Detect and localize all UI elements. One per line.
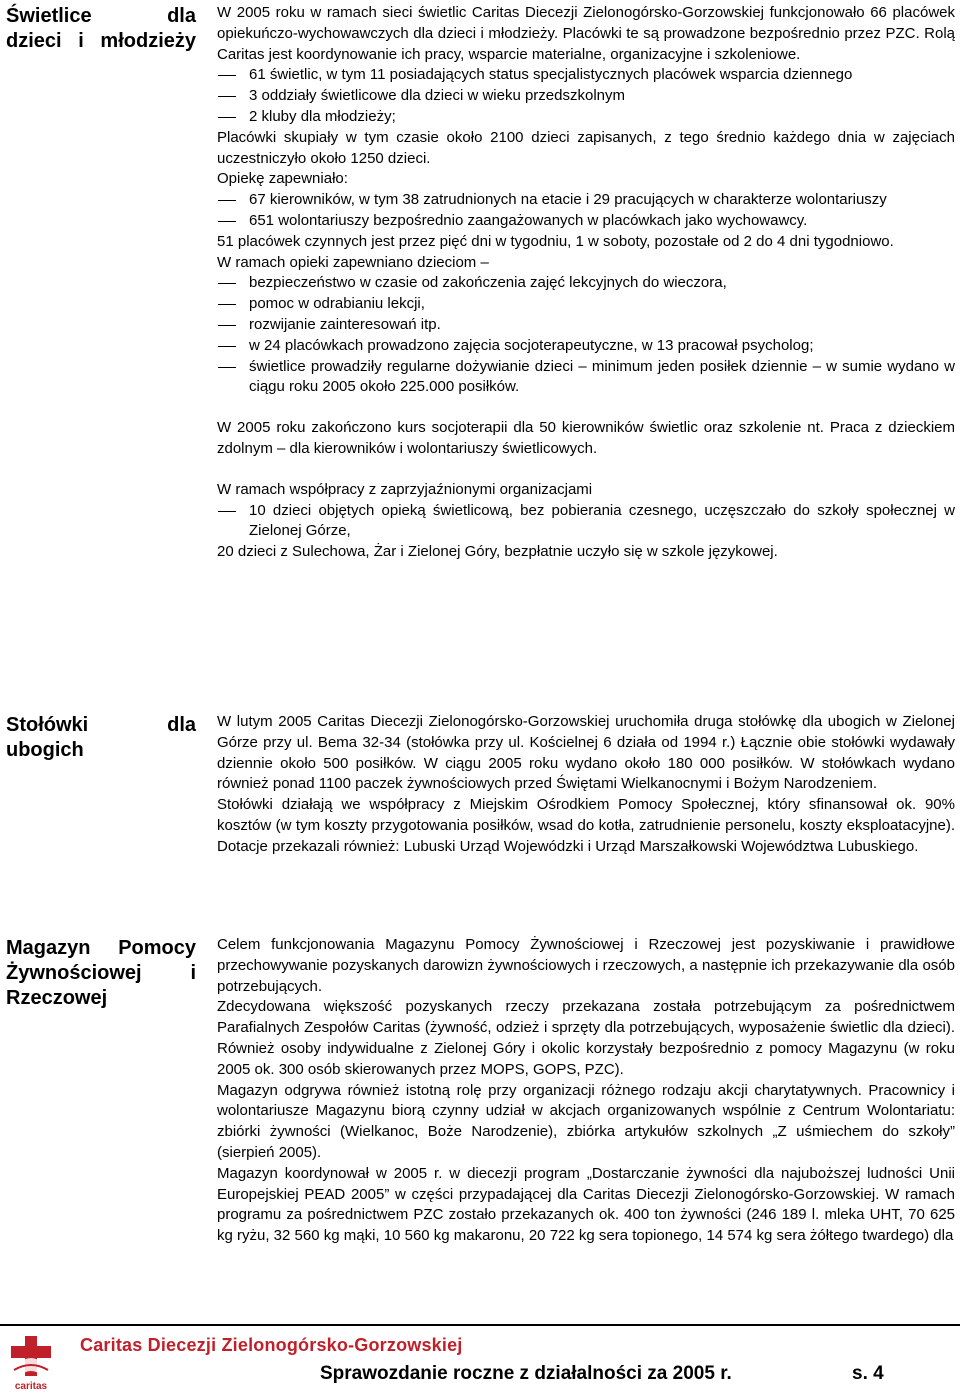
list-item: 3 oddziały świetlicowe dla dzieci w wieku przedszkolnym xyxy=(217,86,955,107)
title-line: ubogich xyxy=(6,739,84,761)
section-body xyxy=(217,712,955,858)
list-item: pomoc w odrabianiu lekcji, xyxy=(217,294,955,315)
paragraph: Stołówki działają we współpracy z Miejskim Ośrodkiem Pomocy Społecznej, który sfinansował ok. 90% kosztów (w tym koszty przygotowania posiłków, wsad do kotła, zatrudnienie personelu, koszty eksploatacyjne). Dotacje przekazali również: Lubuski Urząd Wojewódzki i Urząd Marszałkowski Województwa Lubuskiego. xyxy=(217,796,955,855)
section-title xyxy=(6,936,196,1011)
title-line: Magazyn Pomocy xyxy=(6,937,196,959)
title-line: Żywnościowej i xyxy=(6,962,196,984)
list-item: bezpieczeństwo w czasie od zakończenia zajęć lekcyjnych do wieczora, xyxy=(217,273,955,294)
paragraph: W 2005 roku zakończono kurs socjoterapii dla 50 kierowników świetlic oraz szkolenie nt. Praca z dzieckiem zdolnym – dla kierowników i wolontariuszy świetlicowych. xyxy=(217,419,955,457)
section-body xyxy=(217,935,955,1247)
paragraph: W ramach opieki zapewniano dzieciom – xyxy=(217,253,489,271)
paragraph: Placówki skupiały w tym czasie około 2100 dzieci zapisanych, z tego średnio każdego dnia w zajęciach uczestniczyło około 1250 dzieci. xyxy=(217,128,955,167)
title-line: dzieci i młodzieży xyxy=(6,30,196,52)
paragraph: Zdecydowana większość pozyskanych rzeczy przekazana została potrzebującym za pośrednictwem Parafialnych Zespołów Caritas (żywność, odzież i sprzęty dla potrzebujących, wyposażenie świetlic dla dzieci). Również osoby indywidualne z Zielonej Góry i okolic korzystały bezpośrednio z pomocy Magazynu (w roku 2005 ok. 300 osób skierowanych przez MOPS, GOPS, PZC). xyxy=(217,998,955,1078)
paragraph: Magazyn koordynował w 2005 r. w diecezji program „Dostarczanie żywności dla najuboższej ludności Unii Europejskiej PEAD 2005” w części przypadającej dla Caritas Diecezji Zielonogórsko-Gorzowskiej. W ramach programu za pośrednictwem PZC zostało przekazanych ok. 400 ton żywności (246 189 l. mleka UHT, 70 625 kg ryżu, 32 560 kg mąki, 10 560 kg makaronu, 20 722 kg sera topionego, 14 574 kg sera żółtego twardego) dla xyxy=(217,1164,955,1245)
list-item: rozwijanie zainteresowań itp. xyxy=(217,315,955,336)
title-line: Świetlice dla xyxy=(6,5,196,27)
caritas-logo xyxy=(6,1334,56,1392)
paragraph: W lutym 2005 Caritas Diecezji Zielonogórsko-Gorzowskiej uruchomiła druga stołówkę dla ubogich w Zielonej Górze przy ul. Bema 32-34 (stołówka przy ul. Kościelnej 6 działa od 1994 r.) Łącznie obie stołówki wydawały dziennie około 500 posiłków. W ciągu 2005 roku wydano około 180 000 posiłków. W stołówkach wydano również ponad 1100 paczek żywnościowych przed Świętami Wielkanocnymi i Bożym Narodzeniem. xyxy=(217,713,955,793)
section-body xyxy=(217,3,955,563)
list-item: 61 świetlic, w tym 11 posiadających status specjalistycznych placówek wsparcia dziennego xyxy=(217,65,955,86)
footer-organization: Caritas Diecezji Zielonogórsko-Gorzowskiej xyxy=(80,1335,463,1355)
footer-divider xyxy=(0,1324,960,1326)
title-line: Rzeczowej xyxy=(6,987,108,1009)
section-title xyxy=(6,4,196,54)
paragraph: W ramach współpracy z zaprzyjaźnionymi organizacjami xyxy=(217,480,593,498)
list-item: 651 wolontariuszy bezpośrednio zaangażowanych w placówkach jako wychowawcy. xyxy=(217,211,955,232)
paragraph: 51 placówek czynnych jest przez pięć dni w tygodniu, 1 w soboty, pozostałe od 2 do 4 dni tygodniowo. xyxy=(217,232,894,250)
list-item: 2 kluby dla młodzieży; xyxy=(217,107,955,128)
list-item: 67 kierowników, w tym 38 zatrudnionych na etacie i 29 pracujących w charakterze wolontariuszy xyxy=(217,190,955,211)
list-item: świetlice prowadziły regularne dożywianie dzieci – minimum jeden posiłek dziennie – w sumie wydano w ciągu roku 2005 około 225.000 posiłków. xyxy=(217,357,955,399)
page-number: s. 4 xyxy=(852,1363,884,1384)
list-item: w 24 placówkach prowadzono zajęcia socjoterapeutyczne, w 13 pracował psycholog; xyxy=(217,336,955,357)
paragraph: Celem funkcjonowania Magazynu Pomocy Żywnościowej i Rzeczowej jest pozyskiwanie i prawidłowe przechowywanie pozyskanych darowizn żywnościowych i rzeczowych, a następnie ich przekazywanie dla osób potrzebujących. xyxy=(217,936,955,995)
paragraph: W 2005 roku w ramach sieci świetlic Caritas Diecezji Zielonogórsko-Gorzowskiej funkcjonowało 66 placówek opiekuńczo-wychowawczych dla dzieci i młodzieży. Placówki te są prowadzone bezpośrednio przez PZC. Rolą Caritas jest koordynowanie ich pracy, wsparcie materialne, organizacyjne i szkoleniowe. xyxy=(217,4,955,63)
section-title xyxy=(6,713,196,763)
footer-report-title: Sprawozdanie roczne z działalności za 2005 r. xyxy=(320,1363,732,1384)
paragraph: Magazyn odgrywa również istotną rolę przy organizacji różnego rodzaju akcji charytatywnych. Pracownicy i wolontariusze Magazynu biorą czynny udział w akcjach organizowanych wspólnie z Centrum Wolontariatu: zbiórki żywności (Wielkanoc, Boże Narodzenie), zbiórka artykułów szkolnych „Z uśmiechem do szkoły” (sierpień 2005). xyxy=(217,1081,955,1161)
paragraph: Opiekę zapewniało: xyxy=(217,170,348,188)
logo-label: caritas xyxy=(14,1381,48,1392)
paragraph: 20 dzieci z Sulechowa, Żar i Zielonej Góry, bezpłatnie uczyło się w szkole językowej. xyxy=(217,543,778,561)
list-item: 10 dzieci objętych opieką świetlicową, bez pobierania czesnego, uczęszczało do szkoły społecznej w Zielonej Górze, xyxy=(217,501,955,543)
title-line: Stołówki dla xyxy=(6,714,196,736)
